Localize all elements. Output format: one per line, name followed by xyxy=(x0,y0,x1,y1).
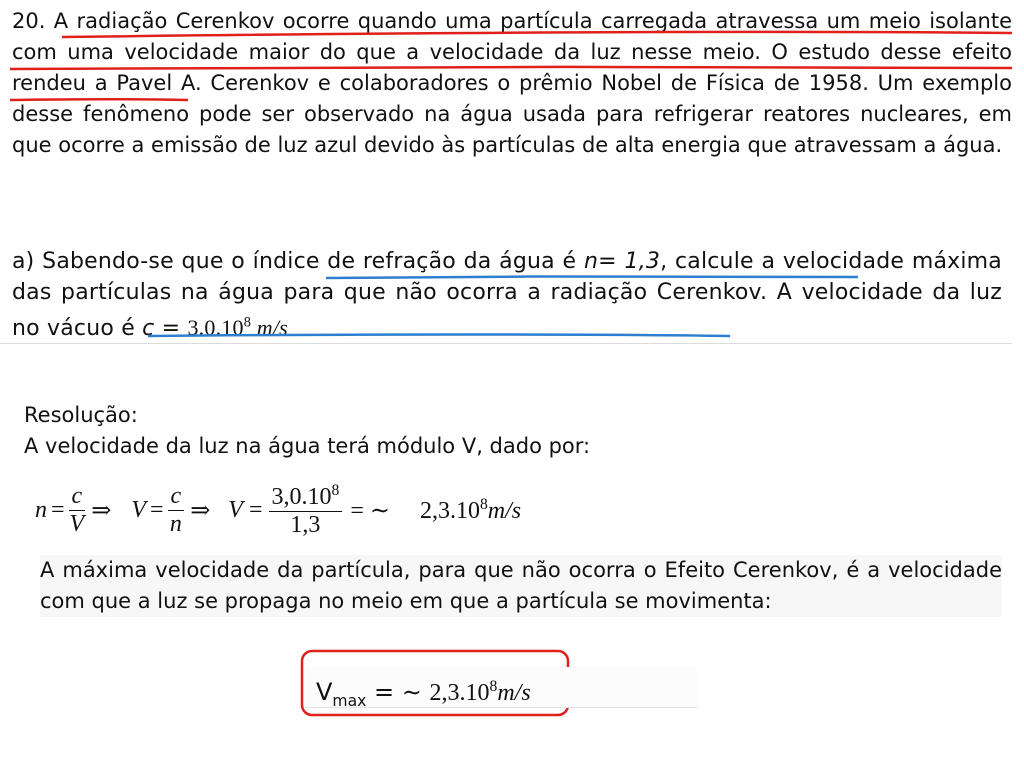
implies-arrow-1: ⇒ xyxy=(91,497,112,524)
n-symbol: n xyxy=(583,249,599,274)
fraction-c-over-v xyxy=(69,483,86,538)
n-value: 1,3 xyxy=(624,249,661,274)
c-unit: m/s xyxy=(256,315,288,341)
eq-V-2: V xyxy=(228,496,243,523)
vmax-approx: ∼ xyxy=(401,680,422,706)
eq-equals-3: = xyxy=(248,496,263,523)
vmax-result xyxy=(316,670,531,718)
frac1-numerator: c xyxy=(69,483,86,511)
question-a-prefix: a) Sabendo-se que o xyxy=(12,249,245,274)
fraction-value xyxy=(269,482,343,539)
vmax-subscript: max xyxy=(332,691,367,710)
refraction-index-label: índice de refração da água é xyxy=(252,249,577,274)
resolution-intro: A velocidade da luz na água terá módulo V, dado por: xyxy=(24,434,591,458)
c-symbol: c xyxy=(142,316,155,342)
resolution-section xyxy=(24,400,590,462)
eq-n: n xyxy=(35,496,47,523)
question-a-middle: , calcule a velocidade máxima das partículas na água para que não ocorra a radiação Cerenkov. xyxy=(12,249,1002,305)
n-equals: = xyxy=(598,249,617,274)
implies-arrow-2: ⇒ xyxy=(190,497,211,524)
frac1-denominator: V xyxy=(69,510,85,537)
red-underline-2 xyxy=(10,67,1012,69)
vmax-value: 2,3.10$^8$m/s xyxy=(429,678,531,706)
frac3-numerator: 3,0.10$^8$ xyxy=(269,482,343,512)
equation-block xyxy=(25,475,661,545)
resolution-title: Resolução: xyxy=(24,403,138,427)
red-underline-3 xyxy=(10,99,188,100)
problem-number: 20. xyxy=(12,9,46,33)
eq-V: V xyxy=(131,496,146,523)
light-speed-label: A velocidade da luz no vácuo é xyxy=(12,280,1002,342)
frac3-denominator: 1,3 xyxy=(290,511,321,538)
c-exponent: 8 xyxy=(243,315,252,331)
blue-underline-2 xyxy=(148,335,730,337)
frac2-denominator: n xyxy=(169,510,182,537)
answer-text: A máxima velocidade da partícula, para que não ocorra o Efeito Cerenkov, é a velocidade com que a luz se propaga no meio em que a partícula se movimenta: xyxy=(40,555,1002,617)
eq-result: 2,3.10$^8$m/s xyxy=(419,495,522,524)
problem-text-rest: O estudo desse efeito rendeu a Pavel A. Cerenkov e colaboradores o prêmio Nobel de Física de 1958. Um exemplo desse fenômeno pode ser observado na água usada para refrigerar reatores nucleares, em que ocorre a emissão de luz azul devido às partículas de alta energia que atravessam a água. xyxy=(12,40,1012,157)
vmax-label: V xyxy=(316,678,333,706)
eq-approx: = ∼ xyxy=(350,497,390,524)
frac2-numerator: c xyxy=(168,483,185,511)
blue-underline-1 xyxy=(326,276,858,278)
vmax-equals: = xyxy=(374,678,395,706)
red-underline-1 xyxy=(62,32,1012,37)
problem-text-underlined: A radiação Cerenkov ocorre quando uma partícula carregada atravessa um meio isolante com uma velocidade maior do que a velocidade da luz nesse meio. xyxy=(12,9,1012,64)
c-mantissa: 3.0.10 xyxy=(187,315,244,341)
eq-equals-1: = xyxy=(51,496,65,523)
eq-equals-2: = xyxy=(149,496,164,523)
fraction-c-over-n xyxy=(168,483,185,538)
section-divider xyxy=(0,343,1012,344)
c-equals: = xyxy=(161,316,181,342)
